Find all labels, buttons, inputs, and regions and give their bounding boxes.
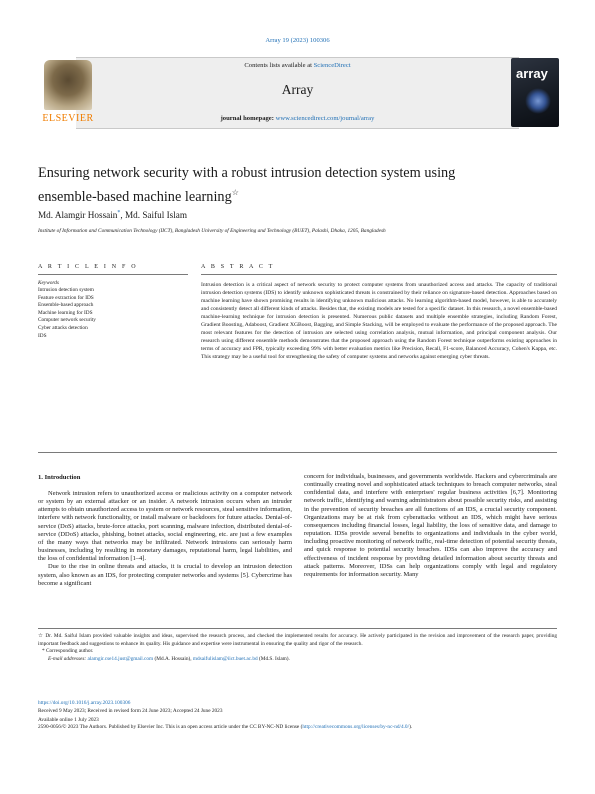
body-column-right xyxy=(304,473,557,579)
email-owner: (Md.S. Islam). xyxy=(257,655,290,662)
article-title-text: Ensuring network security with a robust intrusion detection system using ensemble-based machine learning xyxy=(38,165,456,205)
email-link[interactable]: alamgir.cse14.just@gmail.com xyxy=(87,655,154,662)
cover-graphic xyxy=(525,88,551,114)
received-dates: Received 9 May 2023; Received in revised form 24 June 2023; Accepted 24 June 2023 xyxy=(38,708,223,715)
license-link[interactable]: http://creativecommons.org/licenses/by-nc-nd/4.0/ xyxy=(302,724,410,731)
email-label: E-mail addresses: xyxy=(48,655,88,662)
journal-cover-image xyxy=(511,58,559,127)
author-separator: , xyxy=(120,210,125,221)
keywords-label: Keywords xyxy=(38,280,59,286)
article-metadata xyxy=(38,699,557,732)
email-footnote xyxy=(48,656,557,664)
keyword: Intrusion detection system xyxy=(38,287,94,293)
keyword-list xyxy=(38,287,96,340)
license-suffix: ). xyxy=(409,724,413,731)
article-info-rule xyxy=(38,274,188,275)
affiliation: Institute of Information and Communication Technology (IICT), Bangladesh University of Engineering and Technology (BUET), Palashi, Dhaka, 1205, Bangladesh xyxy=(38,228,386,234)
sciencedirect-link[interactable]: ScienceDirect xyxy=(313,62,351,69)
homepage-line xyxy=(76,115,519,122)
author-list xyxy=(38,210,187,220)
author-name: Md. Saiful Islam xyxy=(124,210,187,221)
article-info-heading: A R T I C L E I N F O xyxy=(38,264,138,270)
contents-prefix: Contents lists available at xyxy=(244,62,314,69)
body-paragraph: Due to the rise in online threats and attacks, it is crucial to develop an intrusion detection system, also known as an IDS, for protecting computer networks and systems [5]. Cybercrime has become a significant xyxy=(38,563,292,587)
keyword: Feature extraction for IDS xyxy=(38,294,94,301)
email-link[interactable]: mdsaifulislam@iict.buet.ac.bd xyxy=(192,655,258,662)
footnotes xyxy=(38,633,557,663)
body-paragraph: Network intrusion refers to unauthorized access or malicious activity on a computer network or system by an external attacker or an insider. A network intrusion occurs when an intruder attempts to obtain unauthorized access to system or network resources, steal sensitive information, interfere with network functionality, or install malware or backdoors for future attacks. Denial-of-service (DoS) attacks, brute-force attacks, port scanning, malware infection, distributed denial-of-service (DDoS) attacks, phishing, botnet attacks, social engineering, etc. are just a few examples of the many ways that networks may be infiltrated. Network intrusions can seriously harm businesses, including by resulting in monetary damages, reputational harm, legal liabilities, and the loss of confidential information [1–4]. xyxy=(38,490,292,563)
abstract-heading: A B S T R A C T xyxy=(201,264,275,270)
abstract-text: Intrusion detection is a critical aspect of network security to protect computer systems from unauthorized access and attacks. The capacity of traditional intrusion detection systems (IDS) to identify unknown sophisticated threats is constrained by their reliance on signature-based detection. Approaches based on machine learning have shown promising results in identifying unknown malicious attacks. No learning algorithm-based model, however, is able to accurately and consistently detect all different kinds of attacks. Besides that, the existing models are tested for a specific dataset. In this research, a novel ensemble-based machine-learning technique for intrusion detection is presented. Numerous public datasets and multiple ensemble strategies, including Random Forest, Gradient Boosting, Adaboost, Gradient XGBoost, Bagging, and Simple Stacking, will be employed to evaluate the performance of the proposed approach. The most relevant features for the detection of intrusion are selected using correlation analysis, mutual information, and principal component analysis. Our research using different ensemble methods demonstrates that the proposed approach using the Random Forest technique outperforms existing approaches in terms of accuracy and FPR, typically exceeding 99% with better evaluation metrics like Precision, Recall, F1-score, Balanced Accuracy, Cohen's Kappa, etc. This strategy may be a useful tool for strengthening the safety of computer systems and networks against emerging cyber threats. xyxy=(201,282,557,361)
available-date: Available online 1 July 2023 xyxy=(38,716,99,723)
publisher-name: ELSEVIER xyxy=(42,113,94,124)
corresponding-footnote: * Corresponding author. xyxy=(42,648,94,654)
keyword: Machine learning for IDS xyxy=(38,309,93,316)
abstract-rule xyxy=(201,274,557,275)
keyword: Computer network security xyxy=(38,317,96,324)
contents-line xyxy=(76,62,519,69)
elsevier-tree-icon xyxy=(44,60,92,110)
footnote-rule xyxy=(38,628,557,629)
keyword: Ensemble-based approach xyxy=(38,302,94,309)
body-paragraph: concern for individuals, businesses, and governments worldwide. Hackers and cybercriminals are continually creating novel and sophisticated attack techniques to breach computer networks, steal confidential data, and interfere with enterprises' regular business activities [6,7]. Monitoring network traffic, identifying and warning administrators about possible security risks, and assisting in the prevention of security breaches are all functions of an IDS, a crucial security component. Organizations may be at risk from cyberattacks without an IDS, which might have serious consequences including financial losses, legal liability, the loss of sensitive data, and damage to reputation. IDSs provide several benefits to organizations and individuals in the cyber world, including proactive monitoring of network traffic, real-time detection of potential security threats, and quick response to potential security breaches. IDSs can also improve the accuracy and effectiveness of incident response by providing detailed information about security threats and attack patterns. Moreover, IDSs can help organizations comply with legal and regulatory requirements for information security. Many xyxy=(304,473,557,578)
journal-citation[interactable]: Array 19 (2023) 100306 xyxy=(265,37,330,44)
author-name: Md. Alamgir Hossain xyxy=(38,210,118,221)
license-line xyxy=(38,724,557,732)
introduction-heading: 1. Introduction xyxy=(38,474,81,481)
corresponding-mark[interactable]: * xyxy=(117,210,121,216)
doi-link[interactable]: https://doi.org/10.1016/j.array.2023.100306 xyxy=(38,700,131,706)
body-column-left xyxy=(38,490,292,588)
title-footnote: ☆ Dr. Md. Saiful Islam provided valuable insights and ideas, supervised the research process, and checked the implemented results for accuracy. He actively participated in the revision and improvement of the research paper, providing important feedback and suggestions to enhance its quality. His guidance and expertise were instrumental in ensuring the quality and rigor of the research. xyxy=(38,633,557,647)
article-title xyxy=(38,164,508,207)
title-footnote-mark[interactable]: ☆ xyxy=(231,188,239,197)
email-owner: (Md.A. Hossain), xyxy=(153,655,193,662)
journal-name: Array xyxy=(281,82,314,97)
keyword: Cyber attacks detection xyxy=(38,324,88,331)
cover-title: array xyxy=(516,66,548,81)
license-prefix: 2590-0056/© 2023 The Authors. Published by Elsevier Inc. This is an open access article under the CC BY-NC-ND license ( xyxy=(38,724,303,731)
keyword: IDS xyxy=(38,332,47,339)
homepage-prefix: journal homepage: xyxy=(220,115,276,122)
elsevier-logo xyxy=(38,58,98,128)
abstract-bottom-rule xyxy=(38,452,557,453)
homepage-link[interactable]: www.sciencedirect.com/journal/array xyxy=(275,115,375,122)
